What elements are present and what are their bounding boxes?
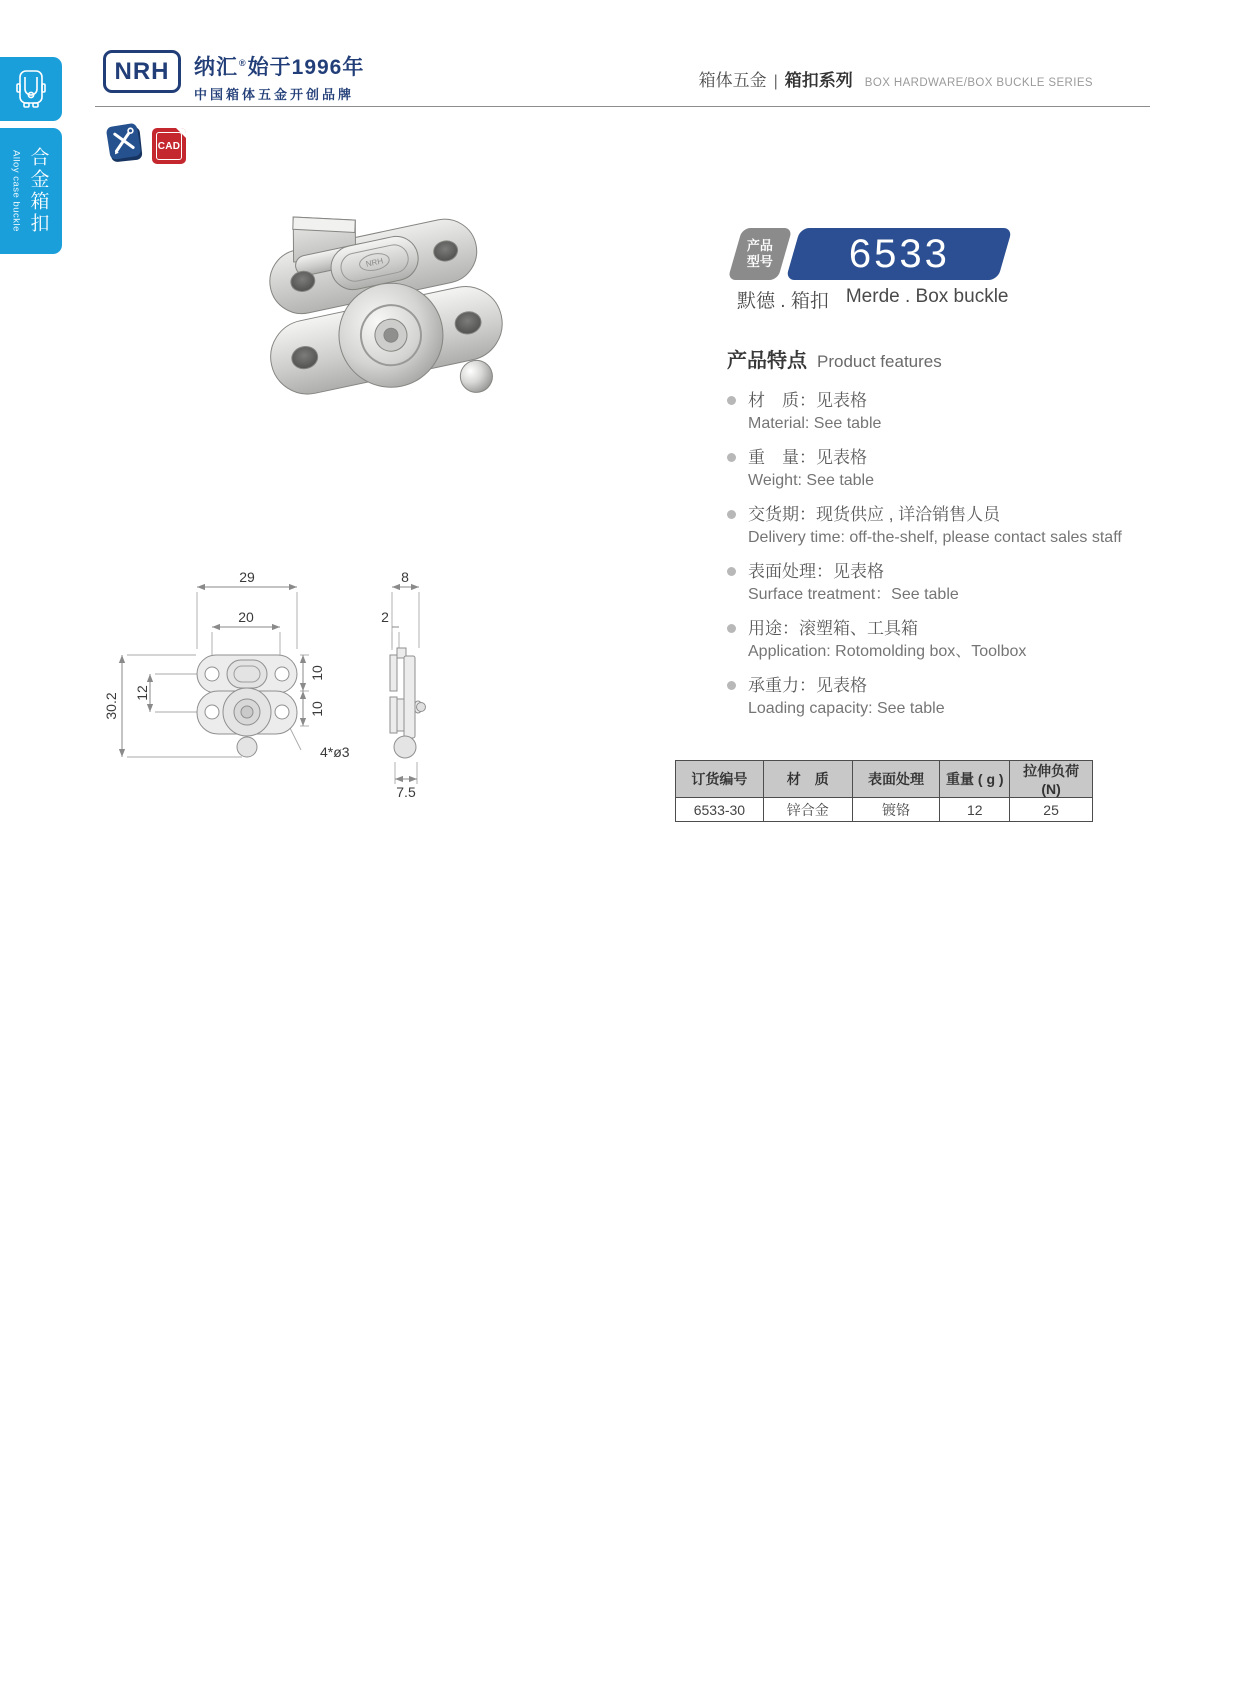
sidebar-category-en: Alloy case buckle <box>10 150 22 232</box>
3d-drawing-icon[interactable] <box>105 120 143 164</box>
header-category: 箱体五金 <box>698 71 767 90</box>
dim-holes: 4*ø3 <box>320 744 350 760</box>
feature-bullet <box>727 453 736 462</box>
col-weight: 重量 ( g ) <box>940 761 1010 798</box>
col-surface: 表面处理 <box>852 761 940 798</box>
badge-line2: 型号 <box>746 254 773 269</box>
product-name-cn: 默德 . 箱扣 <box>737 291 829 312</box>
photo-brand-stamp: NRH <box>365 256 384 269</box>
sidebar-item-alloy-case-buckle[interactable] <box>0 128 62 254</box>
dim-2: 2 <box>381 609 389 625</box>
cell-weight: 12 <box>940 798 1010 822</box>
cad-file-icon[interactable] <box>152 128 186 164</box>
brand-tagline: 中国箱体五金开创品牌 <box>194 87 355 102</box>
brand-since: 始于1996年 <box>247 56 365 79</box>
features-title-en: Product features <box>817 352 942 371</box>
cell-material: 锌合金 <box>763 798 852 822</box>
feature-en: Material: See table <box>748 415 882 432</box>
features-title <box>727 348 1127 375</box>
feature-cn: 表面处理：见表格 <box>748 562 884 581</box>
product-photo <box>225 185 575 455</box>
sidebar-buckle-tab[interactable] <box>0 57 62 121</box>
feature-item <box>727 560 1127 606</box>
feature-item <box>727 617 1127 663</box>
header-series-en: BOX HARDWARE/BOX BUCKLE SERIES <box>864 77 1093 89</box>
feature-item <box>727 674 1127 720</box>
registered-mark: ® <box>239 58 247 68</box>
feature-cn: 材 质：见表格 <box>748 391 867 410</box>
feature-cn: 交货期：现货供应 , 详洽销售人员 <box>748 505 1001 524</box>
dim-12: 12 <box>134 685 150 701</box>
product-subtitle <box>737 286 1008 313</box>
cell-order-number: 6533-30 <box>676 798 764 822</box>
case-buckle-icon <box>14 68 48 110</box>
feature-cn: 重 量：见表格 <box>748 448 867 467</box>
document-icons <box>105 120 186 164</box>
feature-en: Weight: See table <box>748 472 875 489</box>
technical-drawing <box>60 560 460 800</box>
nrh-logo-mark: NRH <box>103 50 181 93</box>
model-number: 6533 <box>848 231 950 276</box>
front-view <box>197 655 297 757</box>
col-order-number: 订货编号 <box>676 761 764 798</box>
side-view <box>390 648 426 758</box>
feature-en: Surface treatment：See table <box>748 586 959 603</box>
col-material: 材 质 <box>763 761 852 798</box>
feature-cn: 用途：滚塑箱、工具箱 <box>748 619 918 638</box>
spec-table <box>675 760 1093 822</box>
spec-data-row <box>676 798 1093 822</box>
dim-10-bottom: 10 <box>309 701 325 717</box>
photo-ball <box>457 357 495 395</box>
feature-bullet <box>727 396 736 405</box>
brand-cn: 纳汇 <box>194 56 238 79</box>
feature-en: Loading capacity: See table <box>748 700 945 717</box>
feature-bullet <box>727 567 736 576</box>
brand-name <box>194 51 364 81</box>
dim-10-top: 10 <box>309 665 325 681</box>
brand-logo-text <box>194 51 364 103</box>
col-tensile-load: 拉伸负荷 (N) <box>1010 761 1093 798</box>
sidebar-category-cn: 合金箱扣 <box>27 147 49 235</box>
feature-item <box>727 389 1127 435</box>
dim-30-2: 30.2 <box>103 692 119 720</box>
badge-line1: 产品 <box>746 237 773 253</box>
cell-surface: 镀铬 <box>852 798 940 822</box>
features-title-cn: 产品特点 <box>727 350 807 372</box>
header-divider <box>95 106 1150 107</box>
dim-8: 8 <box>401 569 409 585</box>
cell-tensile-load: 25 <box>1010 798 1093 822</box>
header-separator: | <box>773 73 778 90</box>
dim-29: 29 <box>239 569 255 585</box>
spec-header-row <box>676 761 1093 798</box>
feature-item <box>727 446 1127 492</box>
page-header-series <box>699 66 1093 91</box>
feature-bullet <box>727 681 736 690</box>
product-features <box>727 348 1127 731</box>
feature-item <box>727 503 1127 549</box>
model-badge-label <box>728 228 793 280</box>
feature-bullet <box>727 510 736 519</box>
product-name-en: Merde . Box buckle <box>845 286 1009 307</box>
feature-en: Application: Rotomolding box、Toolbox <box>748 643 1027 660</box>
dim-7-5: 7.5 <box>396 784 416 800</box>
feature-bullet <box>727 624 736 633</box>
model-number-badge <box>786 228 1013 280</box>
cad-folded-corner <box>176 128 186 138</box>
cad-label: CAD <box>156 132 182 160</box>
dim-20: 20 <box>238 609 254 625</box>
feature-en: Delivery time: off-the-shelf, please contact sales staff <box>748 529 1122 546</box>
feature-cn: 承重力：见表格 <box>748 676 867 695</box>
header-series-cn: 箱扣系列 <box>784 71 853 90</box>
